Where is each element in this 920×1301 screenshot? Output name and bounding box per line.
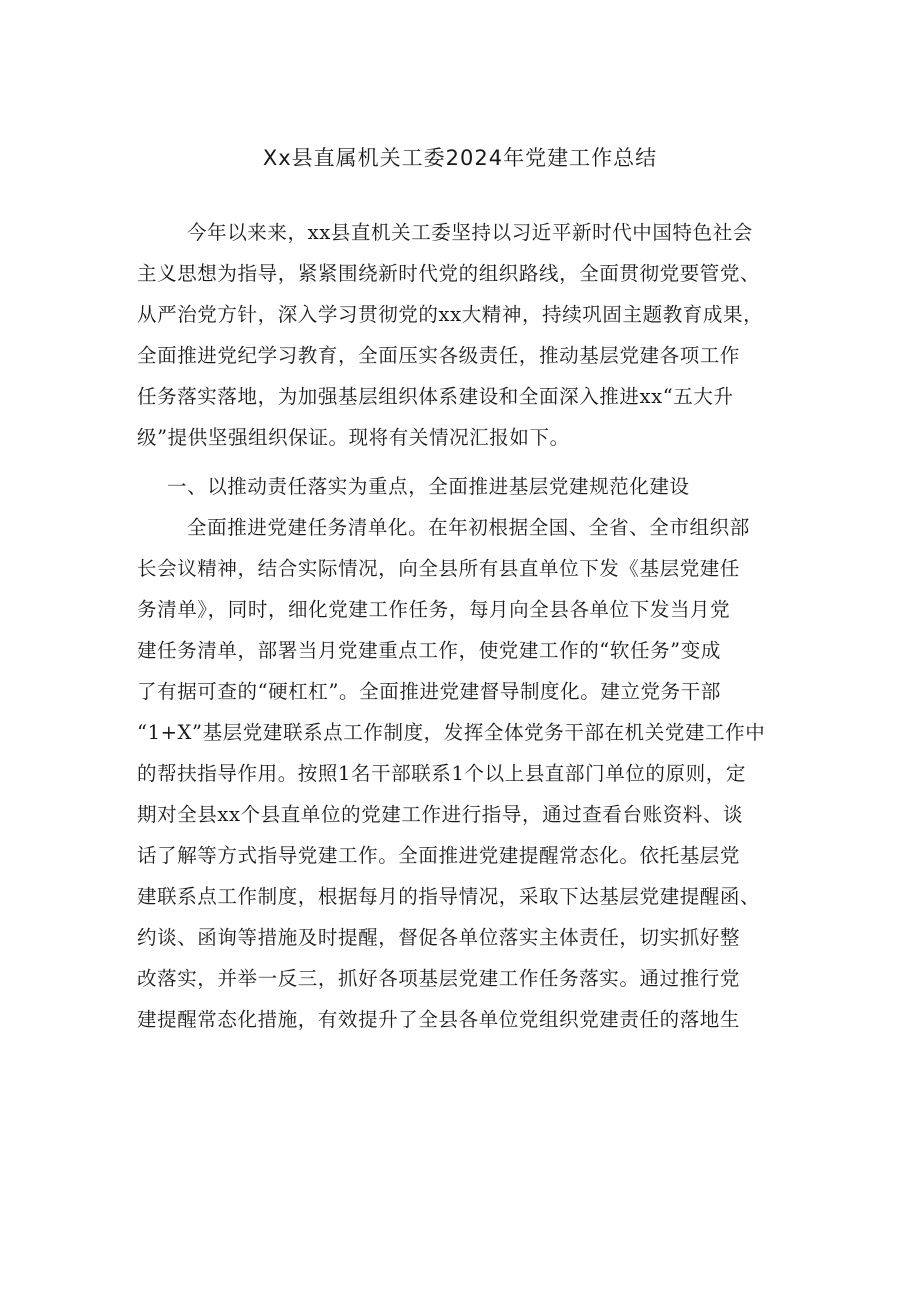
document-title: Xx县直属机关工委2024年党建工作总结 [262, 146, 658, 170]
paragraph-line: 务清单》，同时，细化党建工作任务，每月向全县各单位下发当月党 [137, 598, 731, 621]
paragraph-line: 从严治党方针，深入学习贯彻党的xx大精神，持续巩固主题教育成果， [137, 303, 764, 326]
paragraph-line: 任务落实落地，为加强基层组织体系建设和全面深入推进xx“五大升 [137, 385, 734, 408]
section-heading: 一、以推动责任落实为重点，全面推进基层党建规范化建设 [167, 475, 690, 498]
paragraph-line: 长会议精神，结合实际情况，向全县所有县直单位下发《基层党建任 [137, 557, 741, 580]
paragraph-line: 约谈、函询等措施及时提醒，督促各单位落实主体责任，切实抓好整 [137, 926, 741, 949]
paragraph-line: 全面推进党纪学习教育，全面压实各级责任，推动基层党建各项工作 [137, 344, 741, 367]
document-body [137, 212, 797, 1040]
paragraph-line: 期对全县xx个县直单位的党建工作进行指导，通过查看台账资料、谈 [137, 803, 744, 826]
paragraph-line: 了有据可查的“硬杠杠”。全面推进党建督导制度化。建立党务干部 [137, 680, 721, 703]
paragraph-line: 改落实，并举一反三，抓好各项基层党建工作任务落实。通过推行党 [137, 967, 741, 990]
paragraph-line: 建提醒常态化措施，有效提升了全县各单位党组织党建责任的落地生 [137, 1008, 741, 1031]
paragraph-line: 建联系点工作制度，根据每月的指导情况，采取下达基层党建提醒函、 [137, 885, 761, 908]
paragraph-line: 全面推进党建任务清单化。在年初根据全国、全省、全市组织部 [187, 516, 750, 539]
paragraph-line: 级”提供坚强组织保证。现将有关情况汇报如下。 [137, 426, 570, 449]
paragraph-line: 建任务清单，部署当月党建重点工作，使党建工作的“软任务”变成 [137, 639, 721, 662]
paragraph-line: 的帮扶指导作用。按照1名干部联系1个以上县直部门单位的原则，定 [137, 762, 746, 785]
paragraph-line: 主义思想为指导，紧紧围绕新时代党的组织路线，全面贯彻党要管党、 [137, 262, 761, 285]
paragraph-line: 今年以来来，xx县直机关工委坚持以习近平新时代中国特色社会 [187, 221, 753, 244]
paragraph-line: 话了解等方式指导党建工作。全面推进党建提醒常态化。依托基层党 [137, 844, 741, 867]
paragraph-line: “1+X”基层党建联系点工作制度，发挥全体党务干部在机关党建工作中 [137, 721, 766, 744]
